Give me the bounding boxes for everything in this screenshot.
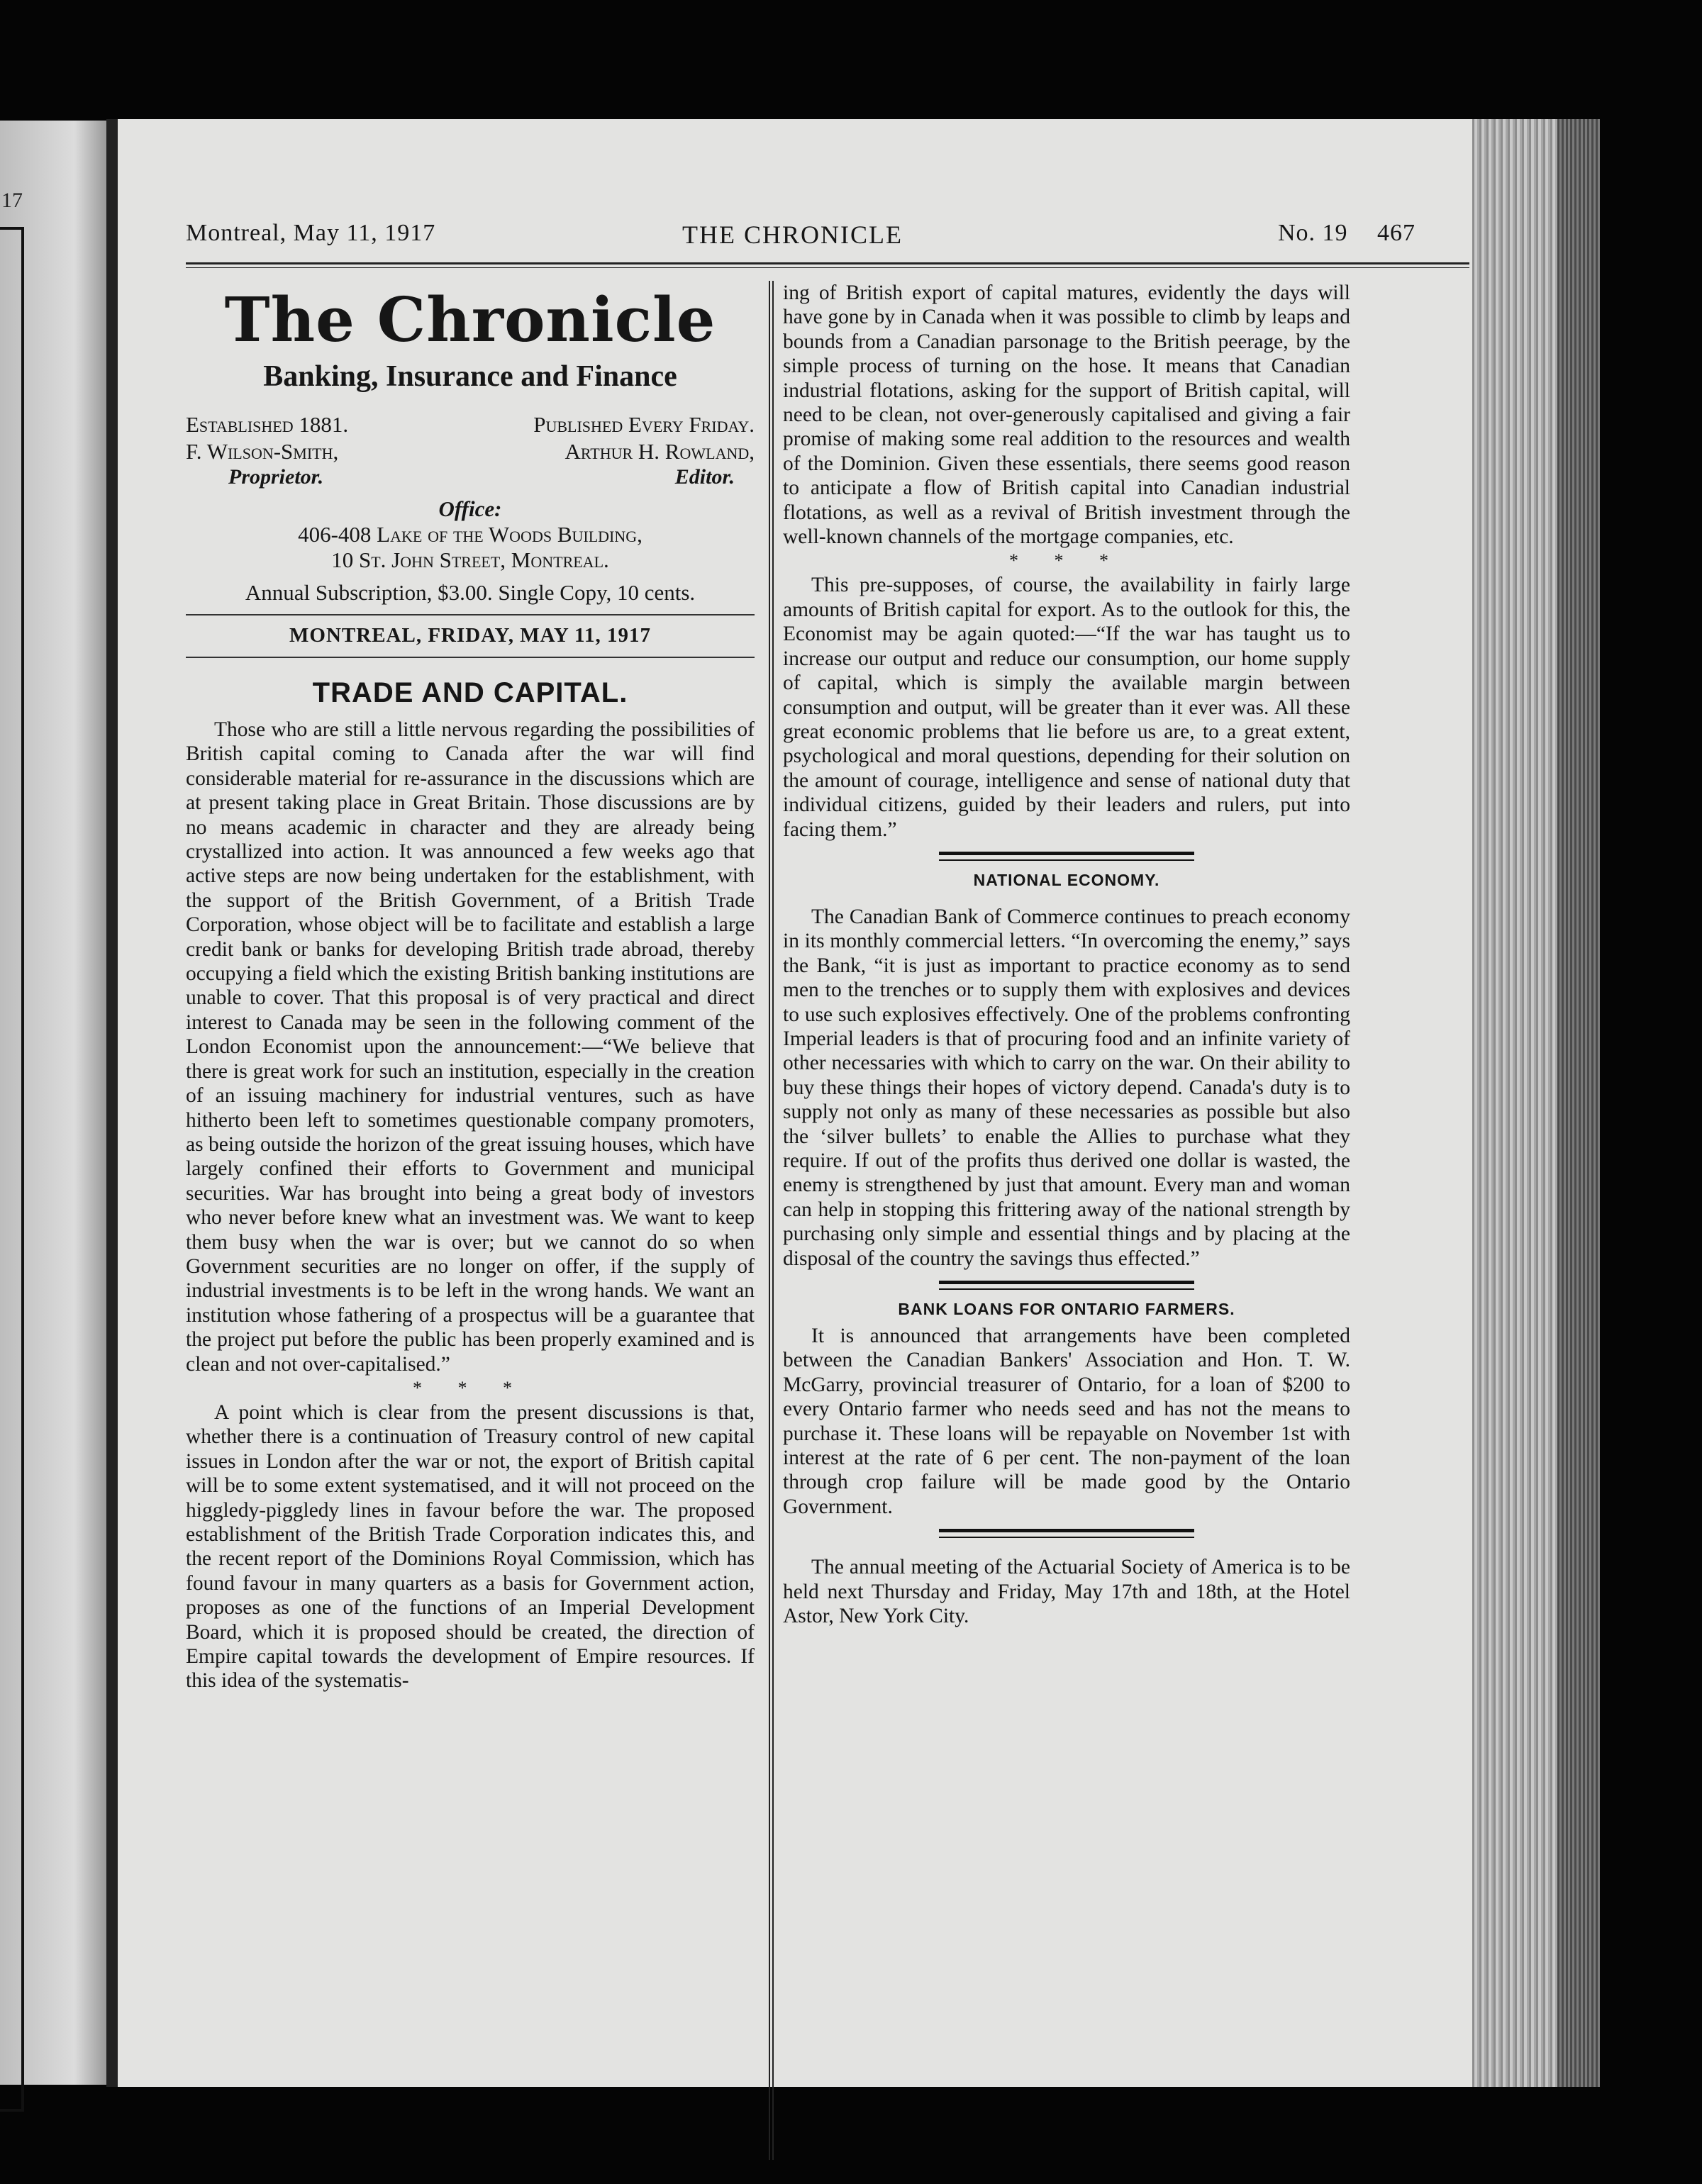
- book-page-edges: [1472, 119, 1557, 2087]
- page-number: 467: [1377, 220, 1415, 246]
- right-column: [783, 281, 1350, 1629]
- address-line-2: 10 St. John Street, Montreal.: [331, 547, 609, 572]
- article-title-trade-and-capital: TRADE AND CAPITAL.: [312, 677, 628, 708]
- article-paragraph: A point which is clear from the present discussions is that, whether there is a continuation of Treasury control of new capital issues in London after the war or not, the export of British capital will be to some extent systematised, and it will not proceed on the higgledy-piggledy lines in favour before the war. The proposed establishment of the British Trade Corporation indicates this, and the recent report of the Dominions Royal Commission, which has found favour in many quarters as a basis for Government action, proposes as one of the functions of an Imperial Development Board, which it is proposed should be created, the direction of Empire capital towards the development of Empire resources. If this idea of the systematis-: [186, 1400, 755, 1693]
- left-column: [186, 281, 755, 1693]
- running-head: [186, 220, 1469, 262]
- editor-name: Arthur H. Rowland,: [564, 439, 755, 464]
- address-line-1: 406-408 Lake of the Woods Building,: [298, 522, 643, 547]
- article-title-bank-loans: BANK LOANS FOR ONTARIO FARMERS.: [898, 1300, 1235, 1319]
- article-title-national-economy: NATIONAL ECONOMY.: [973, 870, 1160, 889]
- masthead-roles-row: [186, 465, 755, 489]
- editor-role: Editor.: [674, 465, 735, 489]
- previous-page: [0, 121, 106, 2085]
- dateline: MONTREAL, FRIDAY, MAY 11, 1917: [186, 614, 755, 658]
- previous-page-frame: [0, 227, 24, 2112]
- article-paragraph: The annual meeting of the Actuarial Society of America is to be held next Thursday and Friday, May 17th and 18th, at the Hotel Astor, New York City.: [783, 1556, 1350, 1628]
- book-page-edges-dark: [1557, 119, 1600, 2087]
- previous-page-number: 17: [1, 189, 23, 212]
- section-divider: [939, 1281, 1194, 1290]
- section-stars: * * *: [1009, 550, 1124, 572]
- published-text: Published Every Friday.: [533, 412, 755, 437]
- article-paragraph: It is announced that arrangements have been completed between the Canadian Bankers' Association and Hon. T. W. McGarry, provincial treasurer of Ontario, for a loan of $200 to every Ontario farmer who needs seed and has not the means to purchase it. These loans will be repayable on November 1st with interest at the rate of 6 per cent. The non-payment of the loan through crop failure will be made good by the Ontario Government.: [783, 1325, 1350, 1518]
- article-paragraph: ing of British export of capital matures, evidently the days will have gone by in Canada when it was possible to climb by leaps and bounds from a Canadian parsonage to the British peerage, by the simple process of turning on the hose. It means that Canadian industrial flotations, asking for the support of British capital, will need to be clean, not over-generously capitalised and giving a fair promise of making some real addition to the resources and wealth of the Dominion. Given these essentials, there seems good reason to anticipate a flow of British capital into Canadian industrial flotations, as well as a revival of British investment through the well-known channels of the mortgage companies, etc.: [783, 282, 1350, 549]
- running-head-title: THE CHRONICLE: [682, 221, 903, 249]
- proprietor-name: F. Wilson-Smith,: [186, 439, 339, 464]
- running-head-date: Montreal, May 11, 1917: [186, 220, 436, 246]
- masthead-names-row: [186, 438, 755, 465]
- column-rule: [769, 281, 774, 2160]
- masthead-info-row: [186, 411, 755, 438]
- subscription-info: Annual Subscription, $3.00. Single Copy, 10 cents.: [245, 580, 696, 605]
- section-divider: [939, 852, 1194, 861]
- header-rule: [186, 262, 1469, 268]
- established-text: Established 1881.: [186, 412, 349, 437]
- article-paragraph: This pre-supposes, of course, the availability in fairly large amounts of British capital for export. As to the outlook for this, the Economist may be again quoted:—“If the war has taught us to increase our output and reduce our consumption, our home supply of capital, which is simply the available margin between consumption and output, will be greater than it ever was. All these great economic problems that lie before us are, to a great extent, psychological and moral questions, depending for their solution on the amount of courage, intelligence and sense of national duty that individual citizens, guided by their leaders and rulers, put into facing them.”: [783, 574, 1350, 841]
- article-paragraph: Those who are still a little nervous regarding the possibilities of British capital coming to Canada after the war will find considerable material for re-assurance in the discussions which are at present taking place in Great Britain. Those discussions are by no means academic in character and they are already being crystallized into action. It was announced a few weeks ago that active steps are now being undertaken for the establishment, with the support of the British Government, of a British Trade Corporation, whose object will be to facilitate and establish a large credit bank or banks for developing British trade abroad, thereby occupying a field which the existing British banking institutions are unable to cover. That this proposal is of very practical and direct interest to Canada may be seen in the following comment of the London Economist upon the announcement:—“We believe that there is great work for such an institution, especially in the creation of an issuing machinery for industrial ventures, such as have hitherto been left to sometimes questionable company promoters, as being outside the horizon of the great issuing houses, which have largely confined their efforts to Government and municipal securities. War has brought into being a great body of investors who never before knew what an investment was. We want to keep them busy when the war is over; but we cannot do so when Government securities are no longer on offer, if the supply of industrial investments is to be left in the wrong hands. We want an institution whose fathering of a prospectus will be a guarantee that the project put before the public has been properly examined and is clean and not over-capitalised.”: [186, 718, 755, 1376]
- masthead-subtitle: Banking, Insurance and Finance: [263, 360, 677, 393]
- section-divider: [939, 1529, 1194, 1538]
- office-label: Office:: [438, 496, 502, 521]
- issue-number: No. 19: [1278, 220, 1348, 246]
- proprietor-role: Proprietor.: [228, 465, 324, 489]
- article-paragraph: The Canadian Bank of Commerce continues to preach economy in its monthly commercial letters. “In overcoming the enemy,” says the Bank, “it is just as important to practice economy as to send men to the trenches or to supply them with explosives and devices to use such explosives effectively. One of the problems confronting Imperial leaders is that of procuring food and an infinite variety of other necessaries with which to carry on the war. On their ability to buy these things their hopes of victory depend. Canada's duty is to supply not only as many of these necessaries as possible but also the ‘silver bullets’ to enable the Allies to purchase what they require. If out of the profits thus derived one dollar is wasted, the enemy is strengthened by just that amount. Every man and woman can help in stopping this frittering away of the national strength by purchasing only simple and essential things and by placing at the disposal of the country the savings thus effected.”: [783, 905, 1350, 1270]
- masthead-title: The Chronicle: [224, 284, 716, 356]
- section-stars: * * *: [413, 1377, 528, 1398]
- book-gutter: [106, 119, 118, 2087]
- newspaper-page: [118, 119, 1472, 2087]
